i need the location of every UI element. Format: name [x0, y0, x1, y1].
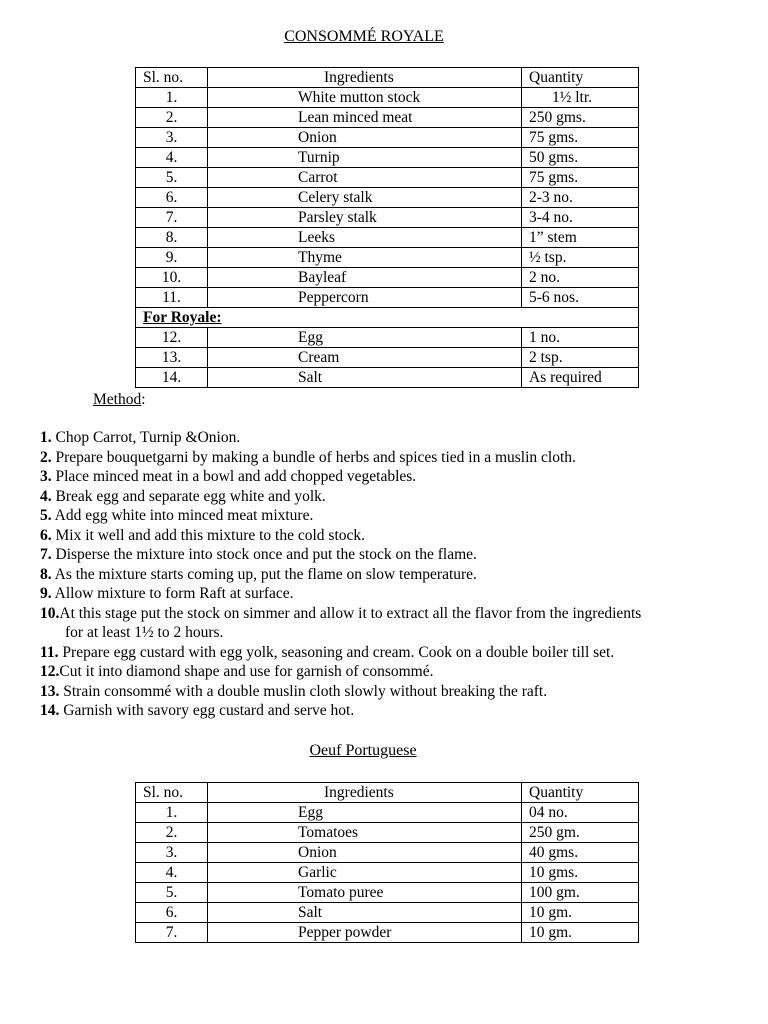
row-ingredient: Peppercorn: [208, 288, 522, 308]
row-sl-no: 7.: [136, 923, 208, 943]
table-row: [136, 168, 639, 188]
row-quantity: 40 gms.: [522, 843, 639, 863]
list-item: [40, 584, 740, 604]
row-ingredient: Celery stalk: [208, 188, 522, 208]
row-sl-no: 4.: [136, 148, 208, 168]
list-item: [40, 526, 740, 546]
table-row: [136, 208, 639, 228]
table-row: [136, 148, 639, 168]
row-ingredient: Tomatoes: [208, 823, 522, 843]
row-sl-no: 1.: [136, 88, 208, 108]
table-row: [136, 803, 639, 823]
step-number: 8.: [40, 565, 52, 583]
row-ingredient: Egg: [208, 803, 522, 823]
step-text: At this stage put the stock on simmer and allow it to extract all the flavor from the ingredients: [59, 604, 642, 622]
header-ingredients: Ingredients: [208, 783, 522, 803]
step-number: 12.: [40, 663, 60, 680]
step-number: 1.: [40, 429, 52, 446]
step-text: Place minced meat in a bowl and add chopped vegetables.: [51, 468, 417, 485]
method-colon: :: [141, 391, 146, 408]
row-sl-no: 4.: [136, 863, 208, 883]
header-ingredients: Ingredients: [208, 68, 522, 88]
step-text: Prepare bouquetgarni by making a bundle of herbs and spices tied in a muslin cloth.: [51, 448, 576, 466]
row-sl-no: 5.: [136, 883, 208, 903]
table-row: [136, 823, 639, 843]
step-text: Garnish with savory egg custard and serve hot.: [59, 702, 355, 719]
step-number: 7.: [40, 546, 52, 563]
row-ingredient: Cream: [208, 348, 522, 368]
step-text: Add egg white into minced meat mixture.: [51, 507, 314, 524]
row-ingredient: Garlic: [208, 863, 522, 883]
list-item: [40, 682, 740, 702]
row-quantity: 1 no.: [522, 328, 639, 348]
header-sl-no: Sl. no.: [136, 68, 208, 88]
table-header-row: [136, 783, 639, 803]
row-quantity: 1” stem: [522, 228, 639, 248]
ingredients-table-2: [135, 782, 639, 943]
header-quantity: Quantity: [522, 68, 639, 88]
step-number: 4.: [40, 487, 52, 505]
row-ingredient: Salt: [208, 903, 522, 923]
table-row: [136, 903, 639, 923]
step-text: Prepare egg custard with egg yolk, seasoning and cream. Cook on a double boiler till set.: [58, 643, 615, 661]
row-sl-no: 3.: [136, 128, 208, 148]
step-text: Break egg and separate egg white and yolk.: [51, 487, 326, 505]
table-row: [136, 348, 639, 368]
header-quantity: Quantity: [522, 783, 639, 803]
step-text: Cut it into diamond shape and use for garnish of consommé.: [59, 663, 434, 680]
row-sl-no: 8.: [136, 228, 208, 248]
row-ingredient: Turnip: [208, 148, 522, 168]
table-row: [136, 88, 639, 108]
row-quantity: ½ tsp.: [522, 248, 639, 268]
step-text-continued: for at least 1½ to 2 hours.: [65, 624, 224, 641]
list-item: [40, 487, 740, 507]
row-quantity: 10 gm.: [522, 923, 639, 943]
list-item: [40, 428, 740, 448]
table-row: [136, 843, 639, 863]
header-sl-no: Sl. no.: [136, 783, 208, 803]
table-row: [136, 328, 639, 348]
step-text: Mix it well and add this mixture to the cold stock.: [51, 526, 366, 544]
table-header-row: [136, 68, 639, 88]
row-quantity: 5-6 nos.: [522, 288, 639, 308]
row-quantity: 10 gms.: [522, 863, 639, 883]
row-sl-no: 11.: [136, 288, 208, 308]
list-item: [40, 545, 740, 565]
row-quantity: 2-3 no.: [522, 188, 639, 208]
step-text: As the mixture starts coming up, put the flame on slow temperature.: [51, 565, 477, 583]
row-ingredient: Egg: [208, 328, 522, 348]
method-heading: [93, 391, 146, 409]
row-quantity: 2 tsp.: [522, 348, 639, 368]
table-row: [136, 268, 639, 288]
row-quantity: 250 gms.: [522, 108, 639, 128]
section-label: For Royale:: [136, 308, 639, 328]
row-quantity: 75 gms.: [522, 128, 639, 148]
step-number: 11.: [40, 643, 59, 661]
row-sl-no: 2.: [136, 108, 208, 128]
method-label: Method: [93, 391, 142, 408]
row-quantity: 2 no.: [522, 268, 639, 288]
row-sl-no: 6.: [136, 188, 208, 208]
row-sl-no: 13.: [136, 348, 208, 368]
row-ingredient: Onion: [208, 843, 522, 863]
row-ingredient: Bayleaf: [208, 268, 522, 288]
recipe-title-2: Oeuf Portuguese: [309, 742, 417, 759]
list-item: [40, 448, 740, 468]
step-text: Disperse the mixture into stock once and put the stock on the flame.: [51, 546, 477, 563]
row-ingredient: Leeks: [208, 228, 522, 248]
step-number: 10.: [40, 604, 60, 622]
recipe-title: CONSOMMÉ ROYALE: [284, 28, 444, 45]
row-sl-no: 9.: [136, 248, 208, 268]
step-number: 2.: [40, 448, 52, 466]
row-quantity: 3-4 no.: [522, 208, 639, 228]
row-ingredient: Parsley stalk: [208, 208, 522, 228]
row-sl-no: 2.: [136, 823, 208, 843]
row-quantity: 100 gm.: [522, 883, 639, 903]
step-text: Strain consommé with a double muslin cloth slowly without breaking the raft.: [59, 682, 548, 700]
list-item: [40, 506, 740, 526]
row-quantity: 75 gms.: [522, 168, 639, 188]
row-ingredient: White mutton stock: [208, 88, 522, 108]
row-ingredient: Tomato puree: [208, 883, 522, 903]
row-sl-no: 6.: [136, 903, 208, 923]
row-quantity: As required: [522, 368, 639, 388]
row-sl-no: 10.: [136, 268, 208, 288]
row-sl-no: 7.: [136, 208, 208, 228]
table-row: [136, 368, 639, 388]
row-sl-no: 3.: [136, 843, 208, 863]
row-ingredient: Onion: [208, 128, 522, 148]
row-ingredient: Carrot: [208, 168, 522, 188]
list-item: [40, 662, 740, 682]
row-sl-no: 5.: [136, 168, 208, 188]
row-quantity: 1½ ltr.: [522, 88, 639, 108]
step-text: Allow mixture to form Raft at surface.: [51, 585, 294, 602]
section-row: [136, 308, 639, 328]
step-number: 13.: [40, 682, 60, 700]
ingredients-table: [135, 67, 639, 388]
table-row: [136, 108, 639, 128]
step-number: 3.: [40, 468, 52, 485]
row-sl-no: 1.: [136, 803, 208, 823]
step-number: 6.: [40, 526, 52, 544]
table-row: [136, 288, 639, 308]
table-row: [136, 923, 639, 943]
row-sl-no: 14.: [136, 368, 208, 388]
table-row: [136, 863, 639, 883]
step-number: 14.: [40, 702, 60, 719]
list-item: [40, 701, 740, 721]
row-quantity: 10 gm.: [522, 903, 639, 923]
method-steps: [40, 428, 740, 721]
row-ingredient: Pepper powder: [208, 923, 522, 943]
row-quantity: 50 gms.: [522, 148, 639, 168]
row-ingredient: Salt: [208, 368, 522, 388]
list-item: [40, 565, 740, 585]
list-item: [40, 467, 740, 487]
step-number: 9.: [40, 585, 52, 602]
row-ingredient: Lean minced meat: [208, 108, 522, 128]
table-row: [136, 883, 639, 903]
list-item: [40, 604, 740, 643]
row-ingredient: Thyme: [208, 248, 522, 268]
row-quantity: 250 gm.: [522, 823, 639, 843]
table-row: [136, 248, 639, 268]
step-text: Chop Carrot, Turnip &Onion.: [51, 429, 241, 446]
list-item: [40, 643, 740, 663]
row-sl-no: 12.: [136, 328, 208, 348]
row-quantity: 04 no.: [522, 803, 639, 823]
table-row: [136, 128, 639, 148]
table-row: [136, 228, 639, 248]
table-row: [136, 188, 639, 208]
step-number: 5.: [40, 507, 52, 524]
